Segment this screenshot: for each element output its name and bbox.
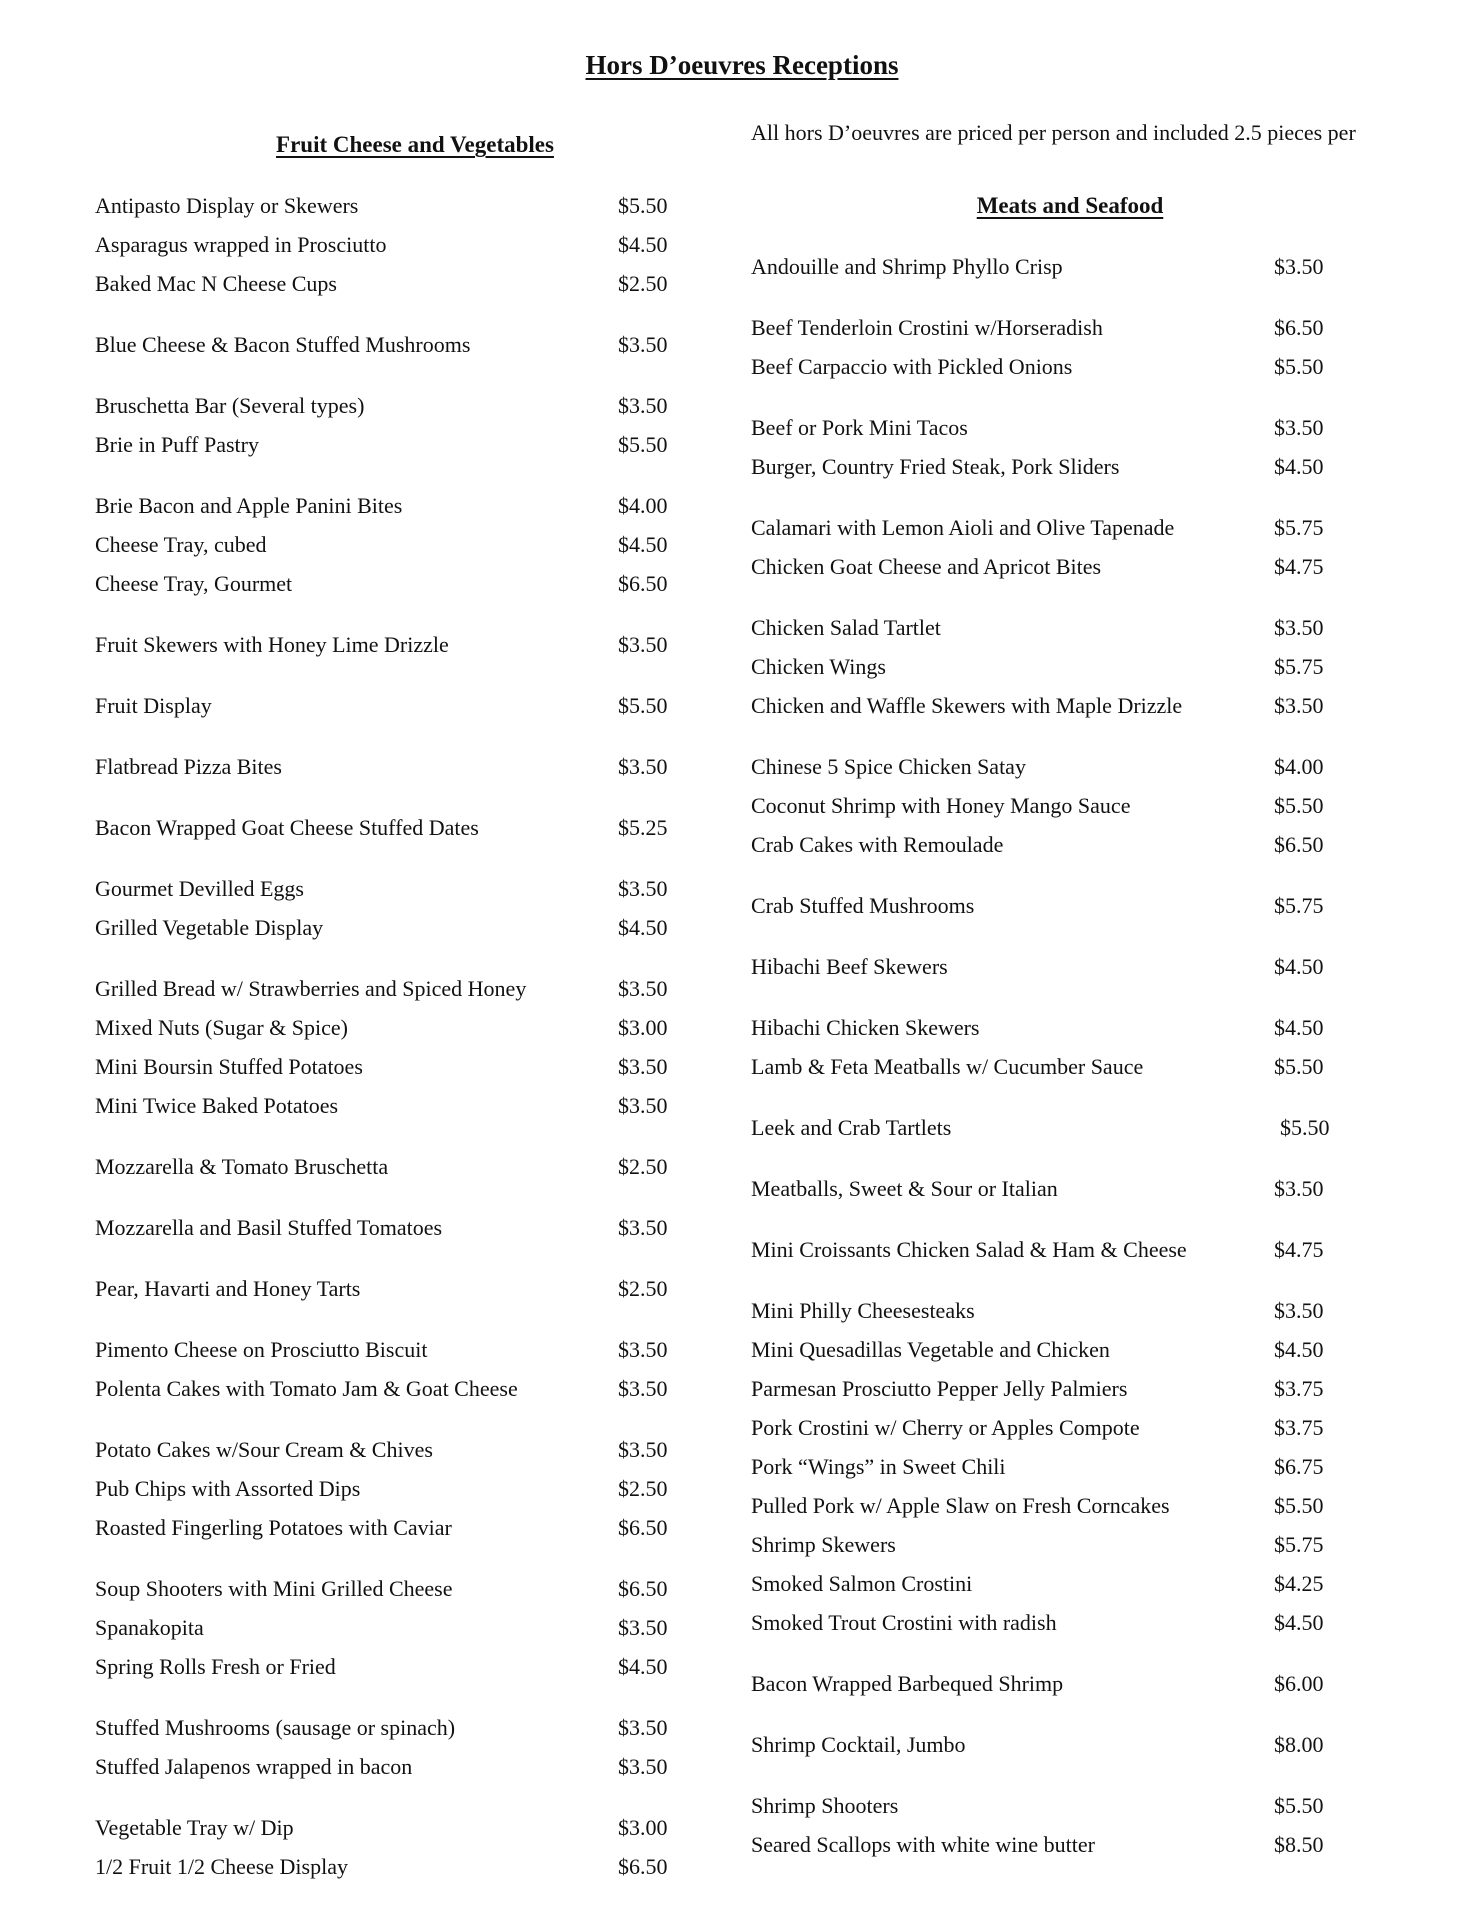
menu-item-name: Brie in Puff Pastry (95, 432, 259, 457)
menu-item-name: Mozzarella & Tomato Bruschetta (95, 1154, 389, 1179)
menu-item (751, 691, 1351, 721)
menu-item-name: Beef Tenderloin Crostini w/Horseradish (751, 315, 1103, 340)
menu-item-price: $2.50 (618, 1154, 668, 1179)
menu-item (95, 1013, 695, 1043)
menu-item-price: $3.50 (618, 1715, 668, 1740)
menu-item (751, 613, 1351, 643)
menu-item (95, 1152, 695, 1182)
menu-item-name: Pimento Cheese on Prosciutto Biscuit (95, 1337, 428, 1362)
menu-item-name: Asparagus wrapped in Prosciutto (95, 232, 387, 257)
pricing-note: All hors D’oeuvres are priced per person and included 2.5 pieces per (751, 120, 1356, 145)
menu-item-name: Bruschetta Bar (Several types) (95, 393, 365, 418)
menu-item-price: $4.00 (1274, 754, 1324, 779)
menu-item (95, 913, 695, 943)
menu-item-price: $4.75 (1274, 1237, 1324, 1262)
menu-item (751, 1730, 1351, 1760)
menu-item-price: $5.50 (1280, 1115, 1330, 1140)
menu-item-name: Spanakopita (95, 1615, 204, 1640)
menu-item-name: Mini Croissants Chicken Salad & Ham & Cheese (751, 1237, 1187, 1262)
menu-item-name: Potato Cakes w/Sour Cream & Chives (95, 1437, 433, 1462)
menu-item (751, 1013, 1351, 1043)
menu-item-name: Beef Carpaccio with Pickled Onions (751, 354, 1073, 379)
menu-item (95, 191, 695, 221)
menu-item (95, 1813, 695, 1843)
menu-item (751, 1113, 1351, 1143)
left-section-heading: Fruit Cheese and Vegetables (276, 132, 554, 157)
menu-item (751, 1335, 1351, 1365)
menu-item (751, 252, 1351, 282)
menu-item-price: $3.50 (618, 1437, 668, 1462)
menu-item-price: $2.50 (618, 271, 668, 296)
menu-item (751, 413, 1351, 443)
menu-item-price: $5.50 (618, 193, 668, 218)
menu-item-name: Burger, Country Fried Steak, Pork Sliders (751, 454, 1120, 479)
menu-item (95, 1652, 695, 1682)
menu-item-name: Chinese 5 Spice Chicken Satay (751, 754, 1026, 779)
page-title: Hors D’oeuvres Receptions (585, 50, 899, 80)
menu-item (95, 569, 695, 599)
menu-item-name: Chicken Wings (751, 654, 886, 679)
menu-item-price: $4.50 (1274, 1015, 1324, 1040)
menu-item-price: $5.50 (618, 432, 668, 457)
menu-item (751, 952, 1351, 982)
menu-item (95, 230, 695, 260)
menu-item-name: Pork “Wings” in Sweet Chili (751, 1454, 1006, 1479)
menu-item-price: $2.50 (618, 1476, 668, 1501)
menu-item-name: Stuffed Jalapenos wrapped in bacon (95, 1754, 413, 1779)
menu-item (751, 452, 1351, 482)
menu-item-price: $4.75 (1274, 554, 1324, 579)
menu-item-price: $3.50 (1274, 693, 1324, 718)
menu-item-name: Hibachi Chicken Skewers (751, 1015, 980, 1040)
menu-item (95, 1335, 695, 1365)
menu-item (751, 1791, 1351, 1821)
menu-item-price: $3.50 (618, 1754, 668, 1779)
menu-item-price: $3.75 (1274, 1376, 1324, 1401)
menu-item-name: Parmesan Prosciutto Pepper Jelly Palmiers (751, 1376, 1128, 1401)
menu-item (751, 552, 1351, 582)
right-section-heading: Meats and Seafood (976, 193, 1164, 218)
menu-item-price: $4.50 (1274, 454, 1324, 479)
menu-item-price: $3.50 (1274, 1298, 1324, 1323)
menu-item-price: $5.50 (1274, 793, 1324, 818)
menu-item-price: $3.50 (1274, 1176, 1324, 1201)
menu-item-name: Hibachi Beef Skewers (751, 954, 948, 979)
menu-item (95, 1052, 695, 1082)
menu-item-name: Baked Mac N Cheese Cups (95, 271, 337, 296)
menu-item-name: Brie Bacon and Apple Panini Bites (95, 493, 403, 518)
menu-item-name: Polenta Cakes with Tomato Jam & Goat Cheese (95, 1376, 518, 1401)
menu-item-name: Pub Chips with Assorted Dips (95, 1476, 361, 1501)
menu-item-price: $4.50 (618, 532, 668, 557)
menu-item-name: Roasted Fingerling Potatoes with Caviar (95, 1515, 452, 1540)
menu-item-name: Chicken and Waffle Skewers with Maple Drizzle (751, 693, 1183, 718)
menu-item-name: Pork Crostini w/ Cherry or Apples Compote (751, 1415, 1140, 1440)
menu-item (751, 1669, 1351, 1699)
menu-item-name: Leek and Crab Tartlets (751, 1115, 952, 1140)
menu-item-price: $3.50 (1274, 615, 1324, 640)
menu-item-price: $6.50 (618, 1854, 668, 1879)
menu-item-price: $3.50 (618, 1215, 668, 1240)
menu-item (751, 652, 1351, 682)
menu-item-price: $4.50 (618, 232, 668, 257)
menu-item-price: $4.50 (1274, 1337, 1324, 1362)
menu-item (95, 1435, 695, 1465)
menu-item-name: Mini Philly Cheesesteaks (751, 1298, 975, 1323)
menu-item-price: $2.50 (618, 1276, 668, 1301)
menu-item-price: $5.50 (1274, 1793, 1324, 1818)
menu-item (751, 1452, 1351, 1482)
menu-item (751, 1174, 1351, 1204)
menu-item-price: $3.50 (618, 632, 668, 657)
menu-item-name: Bacon Wrapped Goat Cheese Stuffed Dates (95, 815, 479, 840)
menu-item (95, 491, 695, 521)
menu-item (751, 791, 1351, 821)
menu-item-name: Mozzarella and Basil Stuffed Tomatoes (95, 1215, 443, 1240)
menu-item (751, 1608, 1351, 1638)
menu-item-name: Cheese Tray, Gourmet (95, 571, 293, 596)
menu-item-name: Pear, Havarti and Honey Tarts (95, 1276, 361, 1301)
menu-item-price: $3.50 (618, 754, 668, 779)
menu-item (751, 891, 1351, 921)
menu-item (751, 313, 1351, 343)
menu-item-name: Smoked Trout Crostini with radish (751, 1610, 1057, 1635)
menu-item (95, 691, 695, 721)
menu-item-price: $3.50 (618, 1093, 668, 1118)
menu-item-name: Lamb & Feta Meatballs w/ Cucumber Sauce (751, 1054, 1144, 1079)
menu-item (95, 1091, 695, 1121)
menu-item-name: Mini Quesadillas Vegetable and Chicken (751, 1337, 1110, 1362)
menu-item-name: Mini Boursin Stuffed Potatoes (95, 1054, 363, 1079)
menu-item-price: $4.00 (618, 493, 668, 518)
menu-item-name: Spring Rolls Fresh or Fried (95, 1654, 336, 1679)
menu-item-price: $3.50 (618, 876, 668, 901)
menu-item-price: $4.25 (1274, 1571, 1324, 1596)
menu-item-name: Shrimp Skewers (751, 1532, 896, 1557)
menu-item (751, 752, 1351, 782)
menu-item-price: $5.50 (618, 693, 668, 718)
menu-item-name: Stuffed Mushrooms (sausage or spinach) (95, 1715, 456, 1740)
menu-item (95, 430, 695, 460)
menu-item (751, 1830, 1351, 1860)
menu-item-price: $6.50 (618, 1515, 668, 1540)
menu-item-name: Grilled Bread w/ Strawberries and Spiced Honey (95, 976, 527, 1001)
menu-item-price: $3.75 (1274, 1415, 1324, 1440)
menu-item-name: Seared Scallops with white wine butter (751, 1832, 1095, 1857)
menu-item (751, 1530, 1351, 1560)
menu-item-price: $6.75 (1274, 1454, 1324, 1479)
menu-item-price: $4.50 (618, 915, 668, 940)
menu-item-price: $5.75 (1274, 515, 1324, 540)
menu-item-price: $4.50 (1274, 1610, 1324, 1635)
menu-item (95, 330, 695, 360)
menu-item-price: $5.50 (1274, 1054, 1324, 1079)
menu-item-name: Pulled Pork w/ Apple Slaw on Fresh Corncakes (751, 1493, 1170, 1518)
menu-item-name: Mixed Nuts (Sugar & Spice) (95, 1015, 348, 1040)
menu-item-price: $5.50 (1274, 1493, 1324, 1518)
menu-item (95, 1713, 695, 1743)
menu-item (751, 1491, 1351, 1521)
menu-item-price: $6.50 (1274, 832, 1324, 857)
menu-item (751, 1374, 1351, 1404)
menu-item (751, 1569, 1351, 1599)
menu-item-name: Flatbread Pizza Bites (95, 754, 282, 779)
menu-item-name: Coconut Shrimp with Honey Mango Sauce (751, 793, 1131, 818)
menu-item-name: Shrimp Cocktail, Jumbo (751, 1732, 966, 1757)
menu-item-price: $8.50 (1274, 1832, 1324, 1857)
menu-item-price: $6.50 (618, 571, 668, 596)
menu-item-name: Smoked Salmon Crostini (751, 1571, 973, 1596)
menu-item (95, 974, 695, 1004)
menu-item-price: $6.50 (1274, 315, 1324, 340)
menu-item (751, 1296, 1351, 1326)
menu-item (95, 530, 695, 560)
menu-item-price: $5.75 (1274, 1532, 1324, 1557)
menu-item-name: Mini Twice Baked Potatoes (95, 1093, 339, 1118)
menu-item (95, 1274, 695, 1304)
menu-item-name: Bacon Wrapped Barbequed Shrimp (751, 1671, 1064, 1696)
menu-item-name: Fruit Display (95, 693, 212, 718)
menu-item (95, 269, 695, 299)
menu-item-price: $4.50 (618, 1654, 668, 1679)
menu-item (751, 830, 1351, 860)
menu-item-name: Meatballs, Sweet & Sour or Italian (751, 1176, 1058, 1201)
menu-item-price: $4.50 (1274, 954, 1324, 979)
menu-item (95, 874, 695, 904)
menu-item-name: Calamari with Lemon Aioli and Olive Tapenade (751, 515, 1175, 540)
menu-item-name: Cheese Tray, cubed (95, 532, 267, 557)
menu-item (95, 1374, 695, 1404)
menu-item-price: $5.75 (1274, 893, 1324, 918)
menu-item-name: Grilled Vegetable Display (95, 915, 324, 940)
menu-item-price: $3.00 (618, 1815, 668, 1840)
menu-item-price: $3.50 (618, 1054, 668, 1079)
menu-item-name: Soup Shooters with Mini Grilled Cheese (95, 1576, 453, 1601)
menu-item-name: Crab Cakes with Remoulade (751, 832, 1004, 857)
menu-item-name: Vegetable Tray w/ Dip (95, 1815, 294, 1840)
menu-item (751, 352, 1351, 382)
menu-item-name: Fruit Skewers with Honey Lime Drizzle (95, 632, 449, 657)
menu-item (751, 1235, 1351, 1265)
menu-item-price: $6.50 (618, 1576, 668, 1601)
menu-item-name: Andouille and Shrimp Phyllo Crisp (751, 254, 1063, 279)
menu-item (95, 1474, 695, 1504)
menu-item-name: Blue Cheese & Bacon Stuffed Mushrooms (95, 332, 471, 357)
menu-item-name: Chicken Salad Tartlet (751, 615, 941, 640)
menu-item-price: $3.50 (618, 1337, 668, 1362)
menu-item-name: 1/2 Fruit 1/2 Cheese Display (95, 1854, 348, 1879)
menu-item-price: $5.50 (1274, 354, 1324, 379)
menu-item (95, 1574, 695, 1604)
menu-item-name: Crab Stuffed Mushrooms (751, 893, 975, 918)
menu-item (95, 630, 695, 660)
menu-item (95, 1752, 695, 1782)
menu-item-price: $8.00 (1274, 1732, 1324, 1757)
menu-item-name: Chicken Goat Cheese and Apricot Bites (751, 554, 1102, 579)
menu-item-price: $3.50 (1274, 254, 1324, 279)
menu-item-price: $3.50 (618, 393, 668, 418)
menu-item (95, 1213, 695, 1243)
menu-item-name: Shrimp Shooters (751, 1793, 899, 1818)
menu-item-price: $3.50 (618, 1376, 668, 1401)
menu-item (95, 1613, 695, 1643)
menu-item (751, 1413, 1351, 1443)
menu-item (751, 513, 1351, 543)
menu-item (751, 1052, 1351, 1082)
menu-item (95, 1513, 695, 1543)
menu-item (95, 1852, 695, 1882)
menu-item-name: Antipasto Display or Skewers (95, 193, 359, 218)
menu-item-price: $3.00 (618, 1015, 668, 1040)
menu-item (95, 391, 695, 421)
menu-item-price: $3.50 (618, 332, 668, 357)
menu-item-price: $3.50 (1274, 415, 1324, 440)
menu-item-price: $3.50 (618, 1615, 668, 1640)
menu-item (95, 752, 695, 782)
menu-item-price: $6.00 (1274, 1671, 1324, 1696)
menu-item (95, 813, 695, 843)
menu-item-name: Gourmet Devilled Eggs (95, 876, 304, 901)
menu-item-price: $5.75 (1274, 654, 1324, 679)
menu-item-price: $3.50 (618, 976, 668, 1001)
menu-item-price: $5.25 (618, 815, 668, 840)
menu-item-name: Beef or Pork Mini Tacos (751, 415, 968, 440)
